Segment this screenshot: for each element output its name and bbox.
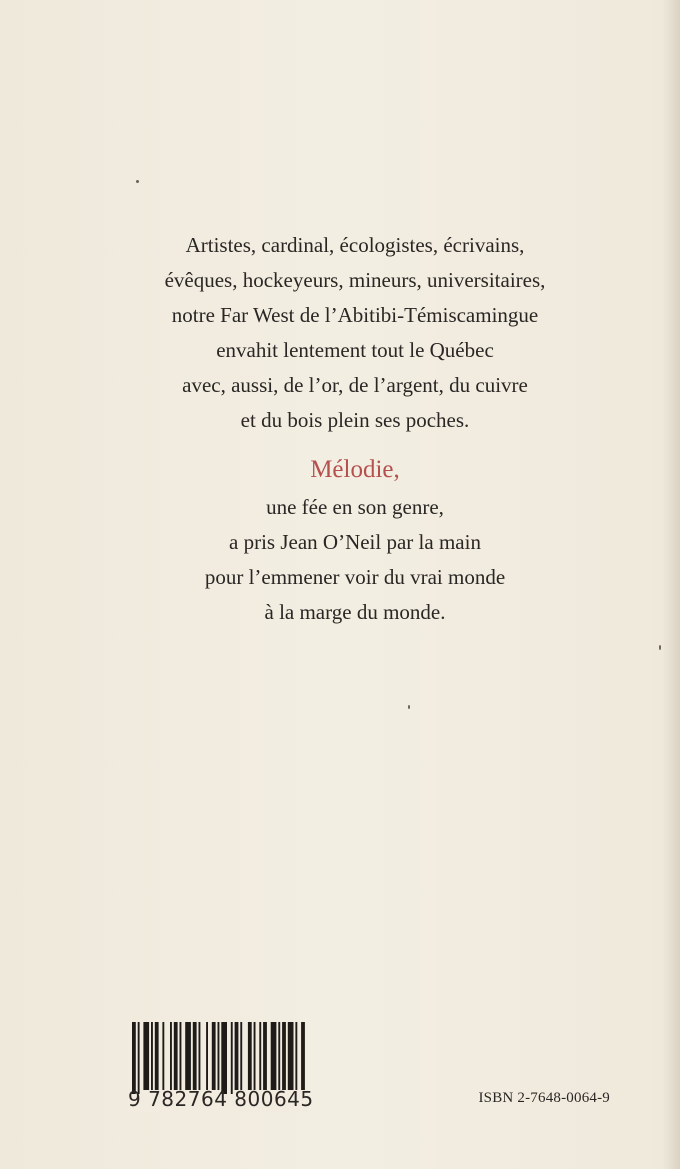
- barcode-bar: [295, 1022, 297, 1090]
- barcode-bar: [193, 1022, 197, 1090]
- tagline-line: a pris Jean O’Neil par la main: [229, 530, 481, 554]
- paper-speck: [659, 645, 661, 650]
- blurb-line: évêques, hockeyeurs, mineurs, universitaires,: [164, 268, 546, 292]
- barcode-bar: [180, 1022, 182, 1090]
- barcode-bar: [259, 1022, 261, 1090]
- barcode-bar: [288, 1022, 294, 1090]
- blurb-line: notre Far West de l’Abitibi-Témiscamingue: [171, 303, 539, 327]
- barcode-bar: [282, 1022, 286, 1090]
- barcode-bars-icon: [128, 1022, 308, 1094]
- barcode-bar: [199, 1022, 201, 1090]
- blurb-line: Artistes, cardinal, écologistes, écrivains,: [185, 233, 525, 257]
- barcode-bar: [143, 1022, 149, 1090]
- barcode-bar: [301, 1022, 305, 1090]
- barcode-bar: [263, 1022, 267, 1090]
- book-title-heading: Mélodie,: [310, 456, 400, 483]
- barcode-bar: [254, 1022, 256, 1090]
- barcode-bar: [221, 1022, 227, 1094]
- isbn-label: ISBN 2-7648-0064-9: [478, 1090, 610, 1106]
- blurb-line: avec, aussi, de l’or, de l’argent, du cuivre: [182, 373, 528, 397]
- barcode-bar: [174, 1022, 178, 1090]
- barcode-bar: [185, 1022, 191, 1090]
- barcode-bar: [278, 1022, 280, 1090]
- tagline-line: une fée en son genre,: [266, 495, 444, 519]
- barcode-bar: [231, 1022, 233, 1094]
- tagline-text: [0, 490, 680, 630]
- barcode-bar: [240, 1022, 242, 1090]
- barcode-bar: [155, 1022, 159, 1090]
- barcode-bar: [218, 1022, 220, 1090]
- blurb-line: et du bois plein ses poches.: [240, 408, 470, 432]
- barcode-bar: [206, 1022, 208, 1090]
- barcode-digits: 9 782764 800645: [128, 1087, 314, 1111]
- barcode-bar: [151, 1022, 153, 1090]
- barcode-bar: [235, 1022, 239, 1090]
- barcode-bar: [271, 1022, 277, 1090]
- paper-speck: [136, 180, 139, 183]
- barcode-bar: [248, 1022, 252, 1090]
- barcode-bar: [162, 1022, 164, 1090]
- blurb-text: [0, 228, 680, 438]
- blurb-line: envahit lentement tout le Québec: [216, 338, 494, 362]
- tagline-line: à la marge du monde.: [264, 600, 446, 624]
- barcode-bar: [170, 1022, 172, 1090]
- barcode-bar: [132, 1022, 136, 1094]
- barcode-bar: [212, 1022, 216, 1090]
- paper-speck: [408, 705, 410, 709]
- tagline-line: pour l’emmener voir du vrai monde: [204, 565, 506, 589]
- barcode-bar: [138, 1022, 140, 1094]
